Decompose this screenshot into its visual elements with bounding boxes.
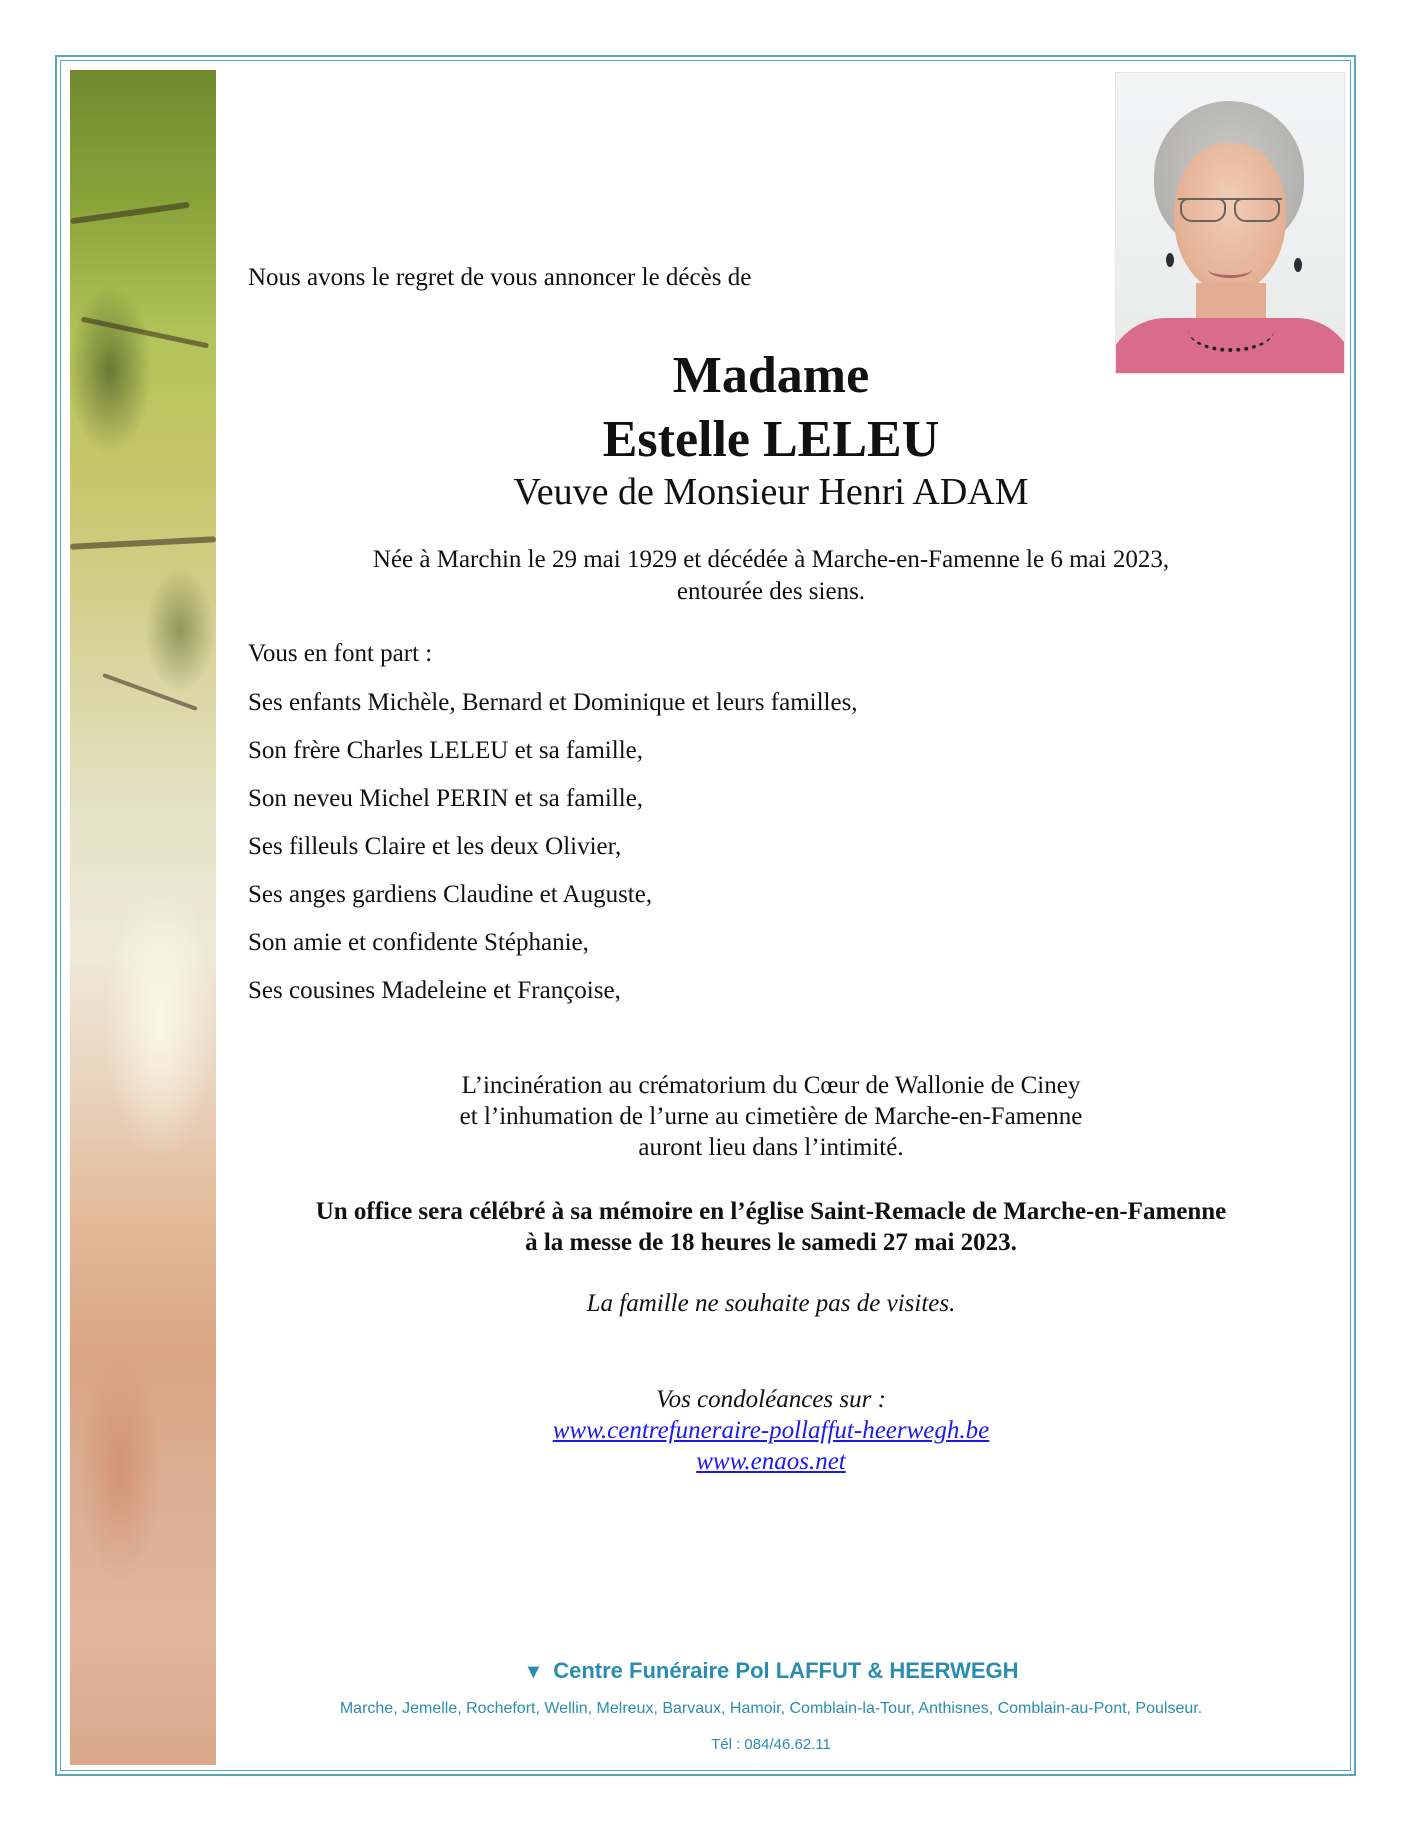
family-item: Son frère Charles LELEU et sa famille, [248,737,643,764]
family-item: Son amie et confidente Stéphanie, [248,929,589,956]
title-salutation: Madame [672,347,870,404]
widow-of: Veuve de Monsieur Henri ADAM [513,471,1029,513]
family-item: Ses anges gardiens Claudine et Auguste, [248,881,653,908]
ceremony-line: et l’inhumation de l’urne au cimetière de Marche-en-Famenne [459,1103,1083,1130]
ceremony-info [248,1070,1294,1163]
family-item: Ses enfants Michèle, Bernard et Dominique et leurs familles, [248,689,858,716]
condolences-block [248,1384,1294,1477]
deceased-name: Estelle LELEU [602,411,940,468]
surrounded-line: entourée des siens. [676,578,866,605]
ceremony-line: auront lieu dans l’intimité. [638,1134,904,1161]
family-lead: Vous en font part : [248,640,433,667]
ceremony-line: L’incinération au crématorium du Cœur de Wallonie de Ciney [461,1072,1081,1099]
funeral-home-name [248,1658,1294,1684]
funeral-home-phone: Tél : 084/46.62.11 [711,1736,831,1753]
condolences-label: Vos condoléances sur : [656,1386,886,1413]
birth-death-line: Née à Marchin le 29 mai 1929 et décédée à Marche-en-Famenne le 6 mai 2023, [372,546,1170,573]
triangle-down-icon: ▼ [523,1661,544,1683]
no-visits-note: La famille ne souhaite pas de visites. [586,1290,956,1317]
birth-death-info [248,544,1294,608]
office-line: à la messe de 18 heures le samedi 27 mai 2023. [525,1229,1017,1256]
enaos-link[interactable]: www.enaos.net [696,1448,846,1475]
family-item: Son neveu Michel PERIN et sa famille, [248,785,644,812]
family-item: Ses cousines Madeleine et Françoise, [248,977,621,1004]
memorial-office-info [248,1196,1294,1258]
office-line: Un office sera célébré à sa mémoire en l’église Saint-Remacle de Marche-en-Famenne [315,1198,1227,1225]
intro-text: Nous avons le regret de vous annoncer le décès de [248,264,752,291]
funeral-home-link[interactable]: www.centrefuneraire-pollaffut-heerwegh.be [552,1417,990,1444]
family-item: Ses filleuls Claire et les deux Olivier, [248,833,622,860]
company-name: Centre Funéraire Pol LAFFUT & HEERWEGH [553,1658,1019,1683]
funeral-home-locations: Marche, Jemelle, Rochefort, Wellin, Melreux, Barvaux, Hamoir, Comblain-la-Tour, Anthisnes, Comblain-au-Pont, Poulseur. [339,1700,1203,1717]
